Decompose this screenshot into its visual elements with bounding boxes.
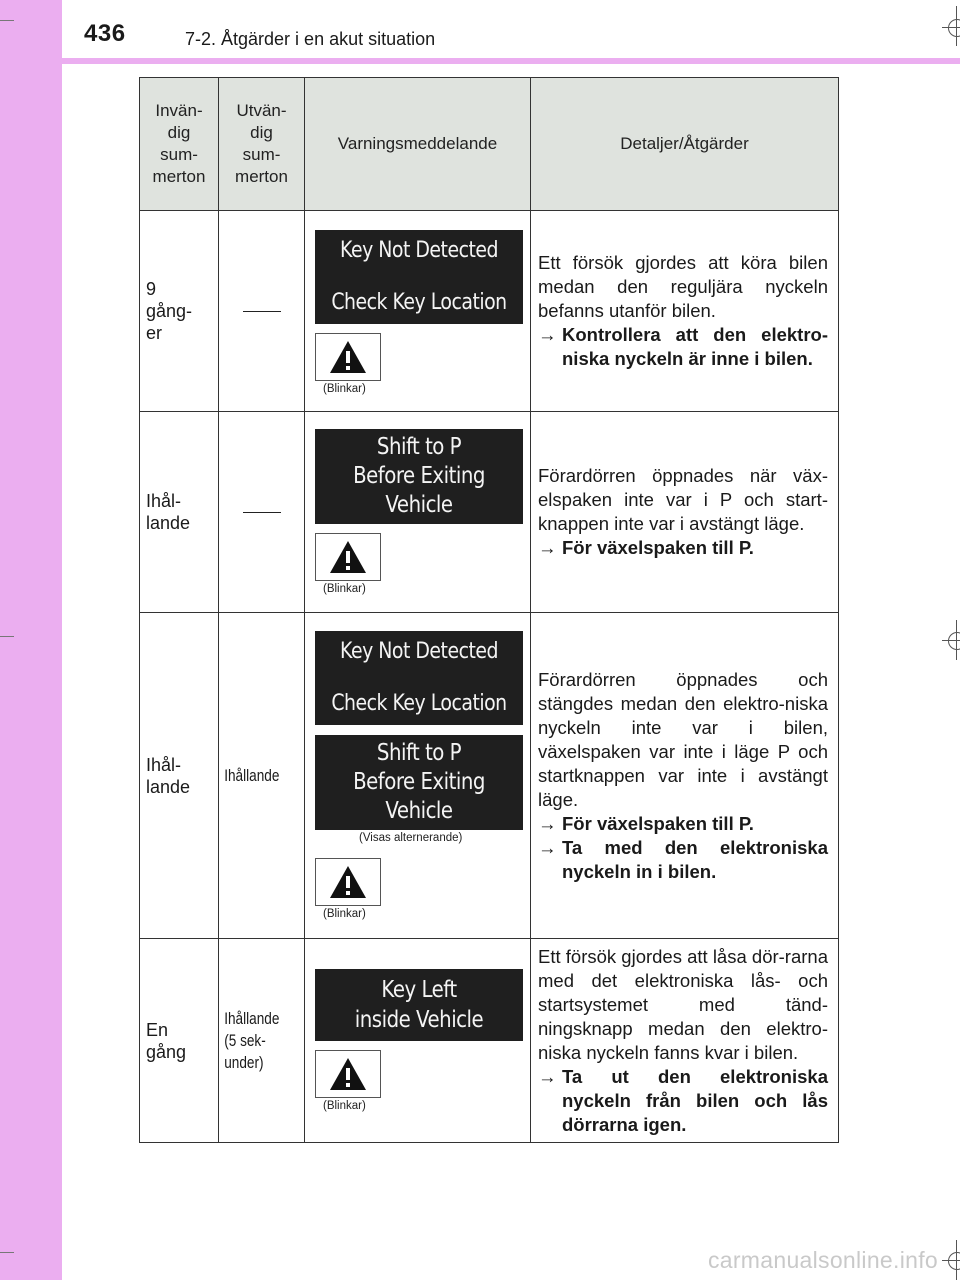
display-line: Key Left <box>381 977 457 1003</box>
detail-text: Förardörren öppnades och stängdes medan den elektro-niska nyckeln inte var i bilen, växelspaken var inte i läge P och startknappen var inte i avstängt läge. <box>538 668 828 810</box>
crop-mark-top <box>930 6 960 46</box>
header-other: Utvän- dig sum- merton <box>219 78 305 211</box>
action-text: För växelspaken till P. <box>562 812 754 834</box>
display-line <box>330 266 509 288</box>
display-line: Check Key Location <box>331 289 507 315</box>
detail-text: Ett försök gjordes att låsa dör-rarna med det elektroniska lås- och startsystemet med tänd-ningsknapp medan den elektro-niska nyckeln fanns kvar i bilen. <box>538 945 828 1063</box>
cell-message <box>305 412 531 613</box>
table-row <box>140 613 839 939</box>
action-item <box>538 1065 828 1137</box>
display-message <box>315 631 523 725</box>
action-item <box>538 323 828 371</box>
warning-triangle-icon <box>315 1050 381 1098</box>
cell-details <box>531 412 839 613</box>
arrow-icon: → <box>538 537 557 558</box>
action-text: För växelspaken till P. <box>562 537 754 558</box>
display-line: Key Not Detected <box>340 639 498 664</box>
display-line: Before Exiting <box>353 769 485 795</box>
display-line <box>330 667 509 689</box>
action-item <box>538 536 828 560</box>
action-text: Kontrollera att den elektro-niska nyckeln är inne i bilen. <box>562 324 828 369</box>
cell-uses: Ihål- lande <box>140 613 219 939</box>
action-text: Ta med den elektroniska nyckeln in i bilen. <box>562 836 828 882</box>
header-details: Detaljer/Åtgärder <box>531 78 839 211</box>
display-line: Vehicle <box>385 492 453 518</box>
warning-triangle-icon <box>315 533 381 581</box>
detail-text: Ett försök gjordes att köra bilen medan den reguljära nyckeln befanns utanför bilen. <box>538 252 828 321</box>
arrow-icon: → <box>538 1065 557 1087</box>
action-item <box>538 812 828 836</box>
cell-other: Ihållande <box>219 613 288 939</box>
action-text: Ta ut den elektroniska nyckeln från bilen och lås dörrarna igen. <box>562 1065 828 1135</box>
cell-other: Ihållande (5 sek- under) <box>219 939 288 1143</box>
cell-other <box>219 412 305 613</box>
dash-mark <box>243 311 263 312</box>
table-row <box>140 211 839 412</box>
table-header-row <box>140 78 839 211</box>
action-item <box>538 836 828 884</box>
blink-caption: (Blinkar) <box>323 382 366 395</box>
display-message <box>315 429 523 524</box>
cell-uses: Ihål- lande <box>140 412 219 613</box>
display-line: Shift to P <box>376 434 462 460</box>
page-number: 436 <box>84 20 126 47</box>
table-row <box>140 412 839 613</box>
header-message: Varningsmeddelande <box>305 78 531 211</box>
display-line: Check Key Location <box>331 691 507 716</box>
cell-message <box>305 939 531 1143</box>
cell-other <box>219 211 305 412</box>
warning-triangle-icon <box>315 858 381 906</box>
warning-message-table <box>139 77 839 1143</box>
arrow-icon: → <box>538 324 557 345</box>
blink-caption: (Blinkar) <box>323 1100 366 1112</box>
cell-uses: 9 gång- er <box>140 211 219 412</box>
dash-mark <box>261 311 281 312</box>
section-title: 7-2. Åtgärder i en akut situation <box>185 29 436 49</box>
dash-mark <box>261 512 281 513</box>
detail-text: Förardörren öppnades när väx-elspaken inte var i P och start-knappen inte var i avstängt läge. <box>538 465 828 534</box>
display-line: inside Vehicle <box>354 1007 484 1033</box>
dash-mark <box>243 512 263 513</box>
display-line: Shift to P <box>376 740 462 766</box>
crop-mark-middle <box>930 620 960 660</box>
watermark: carmanualsonline.info <box>707 1247 938 1273</box>
cell-details <box>531 939 839 1143</box>
blink-caption: (Blinkar) <box>323 583 366 595</box>
cell-message <box>305 211 531 412</box>
cell-details <box>531 211 839 412</box>
display-line: Vehicle <box>385 798 453 824</box>
arrow-icon: → <box>538 812 557 834</box>
display-message <box>315 230 523 324</box>
display-message <box>315 735 523 830</box>
header-divider <box>0 58 960 64</box>
display-message <box>315 969 523 1041</box>
arrow-icon: → <box>538 836 557 858</box>
crop-mark-left <box>0 0 20 1280</box>
alternate-caption: (Visas alternerande) <box>359 832 463 844</box>
display-line: Before Exiting <box>353 463 485 489</box>
header-uses: Invän- dig sum- merton <box>140 78 219 211</box>
cell-details <box>531 613 839 939</box>
blink-caption: (Blinkar) <box>323 908 366 920</box>
cell-uses: En gång <box>140 939 219 1143</box>
cell-message <box>305 613 531 939</box>
warning-triangle-icon <box>315 333 381 381</box>
display-line: Key Not Detected <box>340 237 498 263</box>
table-row <box>140 939 839 1143</box>
